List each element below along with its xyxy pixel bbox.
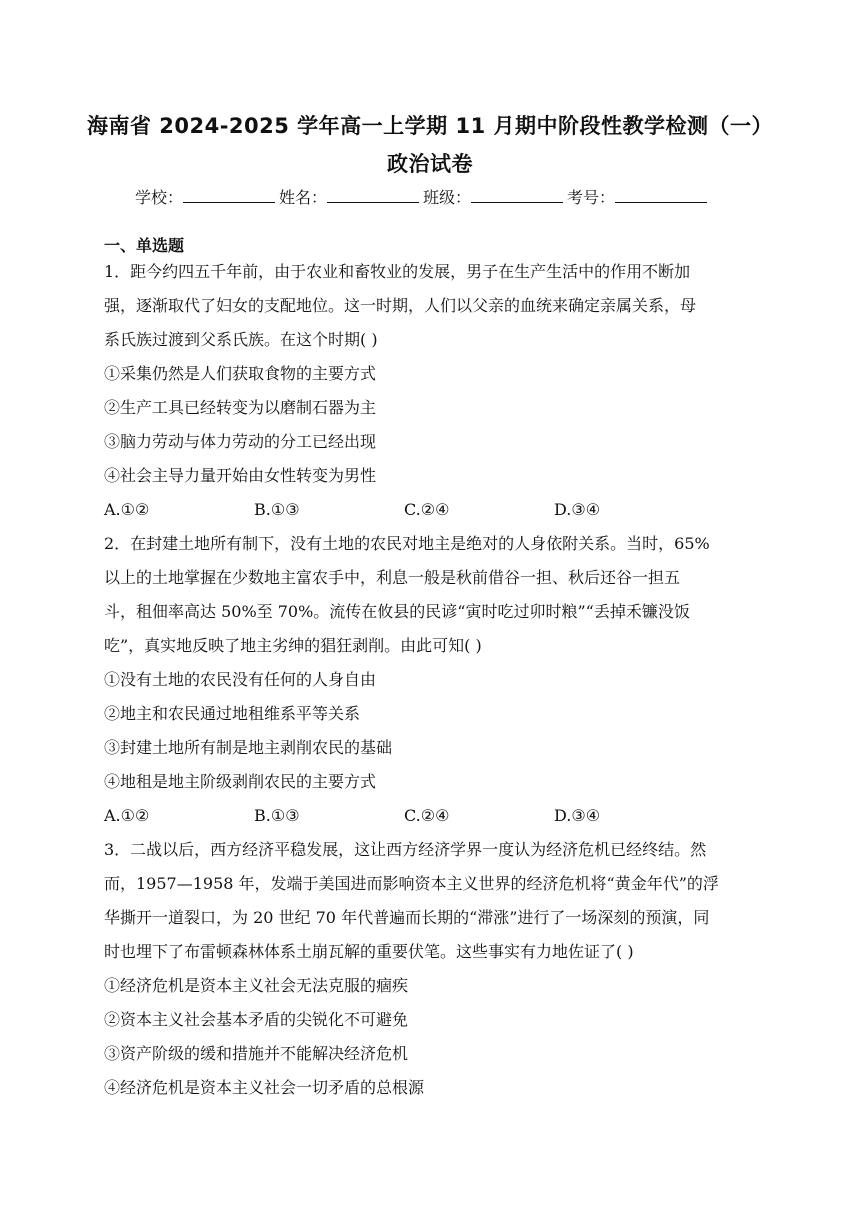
option-d: D.③④ — [554, 806, 601, 825]
option-c: C.②④ — [404, 500, 450, 519]
questions — [104, 255, 754, 1105]
statement-item: ②资本主义社会基本矛盾的尖锐化不可避免 — [104, 1010, 409, 1029]
option-a: A.①② — [104, 806, 150, 825]
question-stem-line: 1．距今约四五千年前，由于农业和畜牧业的发展，男子在生产生活中的作用不断加 — [104, 262, 691, 281]
option-c: C.②④ — [404, 806, 450, 825]
option-a: A.①② — [104, 500, 150, 519]
section-title: 一、单选题 — [104, 236, 185, 255]
statement-item: ①采集仍然是人们获取食物的主要方式 — [104, 364, 377, 383]
option-b: B.①③ — [254, 500, 300, 519]
question-stem-line: 时也埋下了布雷顿森林体系土崩瓦解的重要伏笔。这些事实有力地佐证了( ) — [104, 942, 634, 961]
school-label: 学校： — [135, 188, 184, 207]
name-label: 姓名： — [279, 188, 328, 207]
question-2 — [104, 527, 754, 833]
statement-item: ③资产阶级的缓和措施并不能解决经济危机 — [104, 1044, 409, 1063]
question-stem-line: 华撕开一道裂口，为 20 世纪 70 年代普遍而长期的“滞涨”进行了一场深刻的预演，同 — [104, 908, 710, 927]
exam-subject: 政治试卷 — [387, 152, 473, 176]
exam-number-label: 考号： — [567, 188, 616, 207]
question-stem-line: 强，逐渐取代了妇女的支配地位。这一时期，人们以父亲的血统来确定亲属关系，母 — [104, 296, 697, 315]
statement-item: ④社会主导力量开始由女性转变为男性 — [104, 466, 377, 485]
question-1 — [104, 255, 754, 527]
question-stem-line: 系氏族过渡到父系氏族。在这个时期( ) — [104, 330, 378, 349]
name-blank — [327, 186, 419, 203]
statement-item: ②地主和农民通过地租维系平等关系 — [104, 704, 361, 723]
answer-options — [104, 493, 754, 527]
question-stem-line: 吃”，真实地反映了地主劣绅的猖狂剥削。由此可知( ) — [104, 636, 482, 655]
class-label: 班级： — [423, 188, 472, 207]
class-blank — [471, 186, 563, 203]
question-stem-line: 3．二战以后，西方经济平稳发展，这让西方经济学界一度认为经济危机已经终结。然 — [104, 840, 707, 859]
statement-item: ③封建土地所有制是地主剥削农民的基础 — [104, 738, 393, 757]
statement-item: ④地租是地主阶级剥削农民的主要方式 — [104, 772, 377, 791]
option-b: B.①③ — [254, 806, 300, 825]
statement-item: ③脑力劳动与体力劳动的分工已经出现 — [104, 432, 377, 451]
answer-options — [104, 799, 754, 833]
question-stem-line: 2．在封建土地所有制下，没有土地的农民对地主是绝对的人身依附关系。当时，65% — [104, 534, 710, 553]
question-3 — [104, 833, 754, 1105]
statement-item: ①没有土地的农民没有任何的人身自由 — [104, 670, 377, 689]
statement-item: ④经济危机是资本主义社会一切矛盾的总根源 — [104, 1078, 425, 1097]
student-info-row — [135, 185, 735, 208]
question-stem-line: 斗，租佃率高达 50%至 70%。流传在攸县的民谚“寅时吃过卯时粮”“丢掉禾镰没饭 — [104, 602, 690, 621]
option-d: D.③④ — [554, 500, 601, 519]
question-stem-line: 以上的土地掌握在少数地主富农手中，利息一般是秋前借谷一担、秋后还谷一担五 — [104, 568, 681, 587]
statement-item: ②生产工具已经转变为以磨制石器为主 — [104, 398, 377, 417]
exam-number-blank — [615, 186, 707, 203]
school-blank — [183, 186, 275, 203]
statement-item: ①经济危机是资本主义社会无法克服的痼疾 — [104, 976, 409, 995]
question-stem-line: 而，1957—1958 年，发端于美国进而影响资本主义世界的经济危机将“黄金年代”的浮 — [104, 874, 719, 893]
exam-title: 海南省 2024-2025 学年高一上学期 11 月期中阶段性教学检测（一） — [86, 114, 774, 138]
